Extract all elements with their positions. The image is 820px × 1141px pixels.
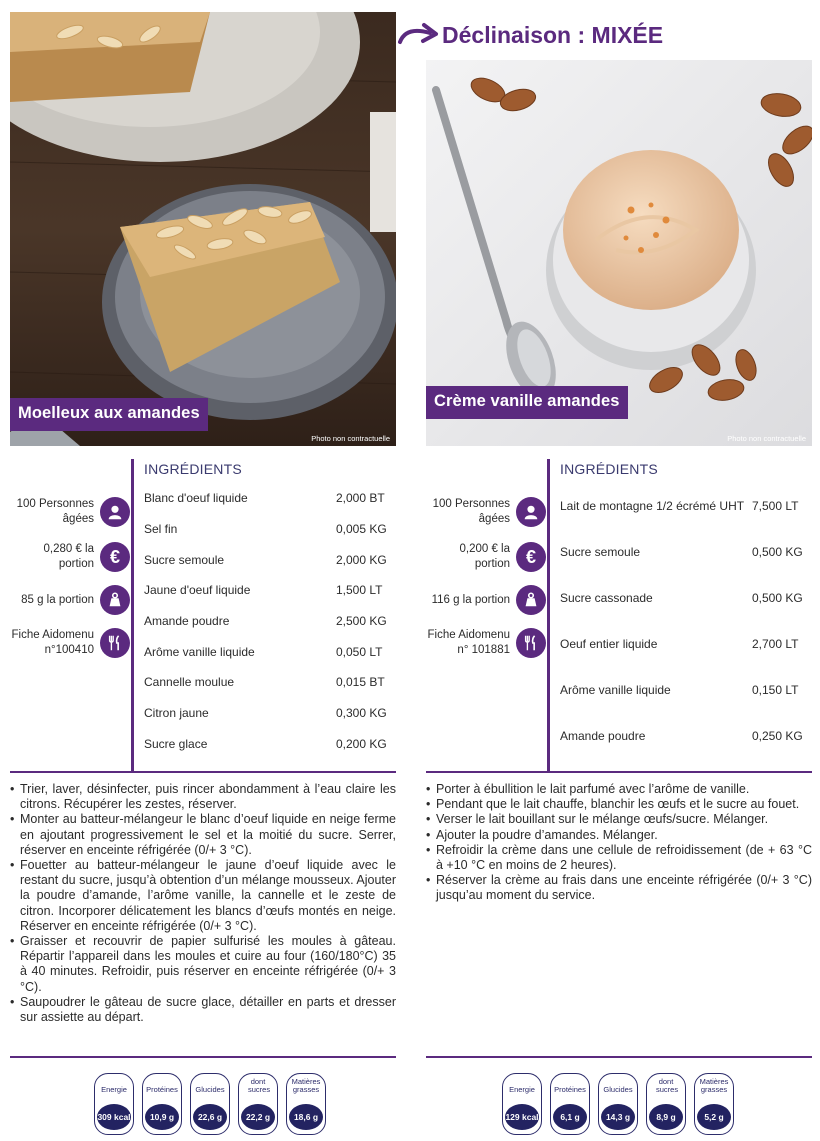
- ingredient-qty: 2,000 KG: [336, 553, 387, 567]
- nutrition-label: Glucides: [195, 1085, 225, 1094]
- ingredient-name: Arôme vanille liquide: [560, 683, 671, 697]
- ingredients-title: INGRÉDIENTS: [144, 461, 242, 477]
- step-item: • Porter à ébullition le lait parfumé avec l’arôme de vanille.: [426, 782, 812, 797]
- ingredient-name: Sel fin: [144, 522, 178, 536]
- nutrition-label: Matières grasses: [291, 1077, 321, 1094]
- nutrition-facts: [502, 1073, 734, 1135]
- ingredient-name: Jaune d'oeuf liquide: [144, 583, 251, 597]
- nutrition-value: 18,6 g: [289, 1104, 323, 1130]
- ingredient-qty: 0,005 KG: [336, 522, 387, 536]
- cutlery-icon: [100, 628, 130, 658]
- info-portion: [10, 583, 130, 617]
- dish-title: Crème vanille amandes: [426, 386, 628, 419]
- nutrition-badge-glucides: [190, 1073, 230, 1135]
- divider: [426, 771, 812, 773]
- step-item: • Verser le lait bouillant sur le mélange œufs/sucre. Mélanger.: [426, 812, 812, 827]
- ingredient-qty: 2,000 BT: [336, 491, 385, 505]
- nutrition-badge-sucres: [238, 1073, 278, 1135]
- info-persons: [426, 495, 546, 529]
- person-icon: [100, 497, 130, 527]
- cake-photo-illustration: [10, 12, 396, 446]
- portion-text: 85 g la portion: [21, 593, 94, 606]
- ingredient-name: Cannelle moulue: [144, 675, 235, 689]
- nutrition-label: Protéines: [146, 1085, 178, 1094]
- step-item: • Saupoudrer le gâteau de sucre glace, détailler en parts et dresser sur assiette au départ.: [10, 995, 396, 1025]
- nutrition-value: 8,9 g: [649, 1104, 683, 1130]
- nutrition-value: 309 kcal: [97, 1104, 131, 1130]
- dish-photo-moelleux: [10, 12, 396, 446]
- cutlery-icon: [516, 628, 546, 658]
- nutrition-label: dont sucres: [656, 1077, 679, 1094]
- euro-icon: €: [100, 542, 130, 572]
- dish-photo-creme: [426, 60, 812, 446]
- ingredient-name: Blanc d'oeuf liquide: [144, 491, 248, 505]
- ingredient-qty: 0,300 KG: [336, 706, 387, 720]
- person-icon: [516, 497, 546, 527]
- step-item: • Refroidir la crème dans une cellule de refroidissement (de + 63 °C à +10 °C en moins de 2 heures).: [426, 843, 812, 873]
- nutrition-badge-energie: [502, 1073, 542, 1135]
- info-fiche: [426, 626, 546, 660]
- step-item: • Graisser et recouvrir de papier sulfurisé les moules à gâteau. Répartir l’appareil dans les moules et cuire au four (160/180°C) 35 à 40 minutes. Refroidir, puis réserver en enceinte réfrigérée (0/+ 3 °C).: [10, 934, 396, 995]
- weight-icon: [100, 585, 130, 615]
- price-text: 0,200 € la portion: [459, 543, 510, 570]
- nutrition-label: Energie: [101, 1085, 127, 1094]
- ingredient-name: Amande poudre: [144, 614, 230, 628]
- divider: [10, 771, 396, 773]
- ingredient-qty: 0,150 LT: [752, 683, 799, 697]
- ingredient-qty: 0,050 LT: [336, 645, 383, 659]
- ingredient-qty: 0,250 KG: [752, 729, 803, 743]
- ingredient-name: Amande poudre: [560, 729, 646, 743]
- nutrition-badge-sucres: [646, 1073, 686, 1135]
- declinaison-title: Déclinaison : MIXÉE: [442, 21, 664, 48]
- ingredient-name: Lait de montagne 1/2 écrémé UHT: [560, 499, 745, 513]
- ingredient-name: Arôme vanille liquide: [144, 645, 255, 659]
- nutrition-label: Matières grasses: [699, 1077, 729, 1094]
- ingredient-name: Sucre cassonade: [560, 591, 653, 605]
- nutrition-value: 6,1 g: [553, 1104, 587, 1130]
- recipe-left: [10, 0, 396, 1141]
- weight-icon: [516, 585, 546, 615]
- photo-disclaimer: Photo non contractuelle: [311, 434, 390, 443]
- nutrition-facts: [94, 1073, 326, 1135]
- info-fiche: [10, 626, 130, 660]
- nutrition-value: 5,2 g: [697, 1104, 731, 1130]
- ingredient-qty: 0,200 KG: [336, 737, 387, 751]
- step-item: • Pendant que le lait chauffe, blanchir les œufs et le sucre au fouet.: [426, 797, 812, 812]
- step-item: • Monter au batteur-mélangeur le blanc d’oeuf liquide en neige ferme en ajoutant progressivement le sel et la moitié du sucre. Serrer, réserver en enceinte réfrigérée (0/+ 3 °C).: [10, 812, 396, 858]
- nutrition-badge-energie: [94, 1073, 134, 1135]
- euro-icon: €: [516, 542, 546, 572]
- ingredient-qty: 0,500 KG: [752, 591, 803, 605]
- nutrition-label: Energie: [509, 1085, 535, 1094]
- step-item: • Fouetter au batteur-mélangeur le jaune d’oeuf liquide avec le restant du sucre, jusqu’à obtention d’un mélange mousseux. Ajouter la poudre d’amande, l’arôme vanille, la cannelle et le zeste de citron. Incorporer délicatement les blancs d’œufs montés en neige. Réserver en enceinte réfrigérée (0/+ 3 °C).: [10, 858, 396, 934]
- nutrition-label: Glucides: [603, 1085, 633, 1094]
- ingredient-qty: 0,015 BT: [336, 675, 385, 689]
- ingredients-block: [547, 459, 812, 771]
- ingredient-qty: 7,500 LT: [752, 499, 799, 513]
- photo-disclaimer: Photo non contractuelle: [727, 434, 806, 443]
- info-portion: [426, 583, 546, 617]
- nutrition-badge-matieres-grasses: [694, 1073, 734, 1135]
- step-item: • Ajouter la poudre d’amandes. Mélanger.: [426, 828, 812, 843]
- portion-text: 116 g la portion: [431, 593, 510, 606]
- ingredient-name: Sucre semoule: [560, 545, 641, 559]
- nutrition-badge-glucides: [598, 1073, 638, 1135]
- persons-text: 100 Personnes âgées: [432, 498, 510, 525]
- price-text: 0,280 € la portion: [43, 543, 94, 570]
- ingredient-qty: 1,500 LT: [336, 583, 383, 597]
- nutrition-badge-proteines: [550, 1073, 590, 1135]
- step-item: • Réserver la crème au frais dans une enceinte réfrigérée (0/+ 3 °C) jusqu’au moment du service.: [426, 873, 812, 903]
- nutrition-value: 10,9 g: [145, 1104, 179, 1130]
- nutrition-value: 22,2 g: [241, 1104, 275, 1130]
- recipe-right: [426, 0, 812, 1141]
- ingredient-name: Sucre glace: [144, 737, 208, 751]
- nutrition-label: dont sucres: [248, 1077, 271, 1094]
- ingredient-qty: 2,700 LT: [752, 637, 799, 651]
- step-item: • Trier, laver, désinfecter, puis rincer abondamment à l’eau claire les citrons. Récupérer les zestes, réserver.: [10, 782, 396, 812]
- nutrition-value: 22,6 g: [193, 1104, 227, 1130]
- info-price: [426, 540, 546, 574]
- nutrition-value: 14,3 g: [601, 1104, 635, 1130]
- divider: [426, 1056, 812, 1058]
- ingredient-name: Sucre semoule: [144, 553, 225, 567]
- ingredients-block: [131, 459, 396, 771]
- ingredient-name: Oeuf entier liquide: [560, 637, 658, 651]
- preparation-steps: [10, 782, 396, 1025]
- fiche-text: Fiche Aidomenu n°100410: [11, 629, 94, 656]
- dish-title: Moelleux aux amandes: [10, 398, 208, 431]
- nutrition-badge-proteines: [142, 1073, 182, 1135]
- ingredient-qty: 2,500 KG: [336, 614, 387, 628]
- preparation-steps: [426, 782, 812, 904]
- info-price: [10, 540, 130, 574]
- divider: [10, 1056, 396, 1058]
- ingredient-qty: 0,500 KG: [752, 545, 803, 559]
- info-persons: [10, 495, 130, 529]
- ingredient-name: Citron jaune: [144, 706, 209, 720]
- nutrition-label: Protéines: [554, 1085, 586, 1094]
- nutrition-badge-matieres-grasses: [286, 1073, 326, 1135]
- fiche-text: Fiche Aidomenu n° 101881: [427, 629, 510, 656]
- ingredients-title: INGRÉDIENTS: [560, 461, 658, 477]
- nutrition-value: 129 kcal: [505, 1104, 539, 1130]
- persons-text: 100 Personnes âgées: [16, 498, 94, 525]
